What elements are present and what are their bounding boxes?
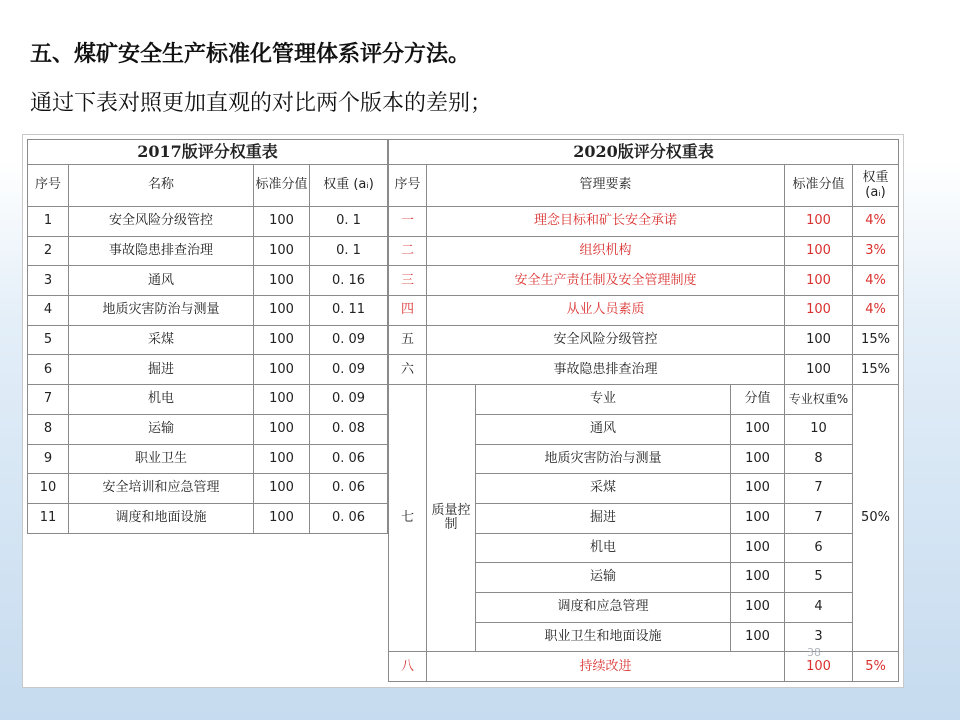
table-row (28, 503, 388, 533)
table-cell: 运输 (69, 414, 254, 444)
table-cell: 安全风险分级管控 (427, 325, 785, 355)
table-cell: 9 (28, 444, 69, 474)
table-cell: 安全培训和应急管理 (69, 474, 254, 504)
table-cell: 4% (853, 296, 899, 326)
table-cell: 100 (731, 622, 785, 652)
table-cell: 事故隐患排查治理 (427, 355, 785, 385)
table-cell: 从业人员素质 (427, 296, 785, 326)
table-cell: 通风 (69, 266, 254, 296)
column-header: 专业 (476, 385, 731, 415)
table-cell: 0. 09 (310, 325, 388, 355)
table-cell: 4% (853, 266, 899, 296)
quality-control-weight: 50% (853, 385, 899, 652)
table-cell: 机电 (476, 533, 731, 563)
table-cell: 调度和应急管理 (476, 592, 731, 622)
table-cell: 5 (28, 325, 69, 355)
table-row (28, 355, 388, 385)
table-2020 (388, 139, 899, 682)
table-cell: 0. 06 (310, 474, 388, 504)
table-row (389, 296, 899, 326)
column-header: 权重 (aᵢ) (853, 165, 899, 207)
table-cell: 100 (254, 236, 310, 266)
comparison-tables-panel (22, 134, 904, 688)
table-row (389, 355, 899, 385)
table-cell: 理念目标和矿长安全承诺 (427, 207, 785, 237)
table-cell: 0. 06 (310, 503, 388, 533)
table-cell: 7 (785, 503, 853, 533)
table-cell: 100 (785, 296, 853, 326)
table-cell: 100 (254, 296, 310, 326)
table-cell: 100 (254, 414, 310, 444)
table-row (389, 266, 899, 296)
column-header: 标准分值 (785, 165, 853, 207)
table-cell: 0. 09 (310, 385, 388, 415)
table-cell: 0. 08 (310, 414, 388, 444)
table-cell: 10 (28, 474, 69, 504)
table-cell: 100 (254, 266, 310, 296)
table-row (28, 474, 388, 504)
table-cell: 采煤 (69, 325, 254, 355)
table-cell: 四 (389, 296, 427, 326)
table-cell: 4 (785, 592, 853, 622)
table-cell: 5 (785, 563, 853, 593)
table-cell: 100 (254, 503, 310, 533)
table-cell: 0. 1 (310, 207, 388, 237)
page-title: 五、煤矿安全生产标准化管理体系评分方法。 (30, 42, 471, 67)
table-row (389, 236, 899, 266)
column-header: 序号 (389, 165, 427, 207)
table-row (28, 266, 388, 296)
column-header: 管理要素 (427, 165, 785, 207)
table-cell: 100 (731, 503, 785, 533)
table-cell: 0. 16 (310, 266, 388, 296)
table-cell: 100 (731, 592, 785, 622)
table-cell: 15% (853, 355, 899, 385)
column-header: 名称 (69, 165, 254, 207)
table-row (28, 207, 388, 237)
table-2017 (27, 139, 388, 534)
table-cell: 15% (853, 325, 899, 355)
table-cell: 100 (254, 355, 310, 385)
column-header: 序号 (28, 165, 69, 207)
page-number: 38 (807, 646, 821, 659)
table-cell: 11 (28, 503, 69, 533)
table-cell: 3 (28, 266, 69, 296)
table-cell: 安全生产责任制及安全管理制度 (427, 266, 785, 296)
table-cell: 100 (731, 474, 785, 504)
table-cell: 3% (853, 236, 899, 266)
column-header: 分值 (731, 385, 785, 415)
table-cell: 持续改进 (427, 652, 785, 682)
table-cell: 地质灾害防治与测量 (69, 296, 254, 326)
table-cell: 8 (28, 414, 69, 444)
quality-control-label: 质量控制 (427, 385, 476, 652)
table-cell: 100 (731, 563, 785, 593)
table-cell: 1 (28, 207, 69, 237)
table-cell: 3 (785, 622, 853, 652)
table-cell: 一 (389, 207, 427, 237)
table-cell: 2 (28, 236, 69, 266)
table-cell: 通风 (476, 414, 731, 444)
table-cell: 0. 06 (310, 444, 388, 474)
table-cell: 100 (731, 444, 785, 474)
table-row (389, 325, 899, 355)
table-cell: 掘进 (69, 355, 254, 385)
table-cell: 三 (389, 266, 427, 296)
column-header: 权重 (aᵢ) (310, 165, 388, 207)
table-cell: 6 (28, 355, 69, 385)
quality-control-number: 七 (389, 385, 427, 652)
table-cell: 100 (785, 207, 853, 237)
table-row (28, 236, 388, 266)
table-cell: 运输 (476, 563, 731, 593)
table-2020-title: 2020版评分权重表 (389, 140, 899, 165)
table-cell: 4% (853, 207, 899, 237)
table-cell: 0. 09 (310, 355, 388, 385)
table-cell: 100 (731, 414, 785, 444)
table-cell: 100 (785, 266, 853, 296)
table-cell: 8 (785, 444, 853, 474)
table-cell: 100 (254, 207, 310, 237)
table-cell: 100 (785, 355, 853, 385)
table-cell: 100 (254, 325, 310, 355)
table-cell: 4 (28, 296, 69, 326)
table-row (389, 652, 899, 682)
table-cell: 采煤 (476, 474, 731, 504)
table-cell: 100 (785, 325, 853, 355)
table-cell: 7 (785, 474, 853, 504)
table-cell: 6 (785, 533, 853, 563)
table-cell: 机电 (69, 385, 254, 415)
table-cell: 10 (785, 414, 853, 444)
table-cell: 六 (389, 355, 427, 385)
table-cell: 调度和地面设施 (69, 503, 254, 533)
table-row (28, 296, 388, 326)
table-cell: 职业卫生 (69, 444, 254, 474)
table-cell: 0. 1 (310, 236, 388, 266)
table-row (28, 385, 388, 415)
table-header-row (389, 165, 899, 207)
table-cell: 100 (254, 474, 310, 504)
table-cell: 职业卫生和地面设施 (476, 622, 731, 652)
quality-control-header-row (389, 385, 899, 415)
table-row (389, 207, 899, 237)
table-row (28, 414, 388, 444)
table-cell: 100 (731, 533, 785, 563)
table-cell: 0. 11 (310, 296, 388, 326)
table-cell: 组织机构 (427, 236, 785, 266)
table-2017-title: 2017版评分权重表 (28, 140, 388, 165)
table-cell: 100 (254, 444, 310, 474)
table-cell: 100 (254, 385, 310, 415)
table-cell: 100 (785, 236, 853, 266)
table-row (28, 444, 388, 474)
table-cell: 二 (389, 236, 427, 266)
table-cell: 八 (389, 652, 427, 682)
table-row (28, 325, 388, 355)
column-header: 专业权重% (785, 385, 853, 415)
table-cell: 7 (28, 385, 69, 415)
table-cell: 5% (853, 652, 899, 682)
table-cell: 五 (389, 325, 427, 355)
table-cell: 地质灾害防治与测量 (476, 444, 731, 474)
page-subtitle: 通过下表对照更加直观的对比两个版本的差别； (30, 91, 493, 116)
column-header: 标准分值 (254, 165, 310, 207)
table-cell: 掘进 (476, 503, 731, 533)
table-cell: 100 (785, 652, 853, 682)
table-cell: 安全风险分级管控 (69, 207, 254, 237)
table-cell: 事故隐患排查治理 (69, 236, 254, 266)
